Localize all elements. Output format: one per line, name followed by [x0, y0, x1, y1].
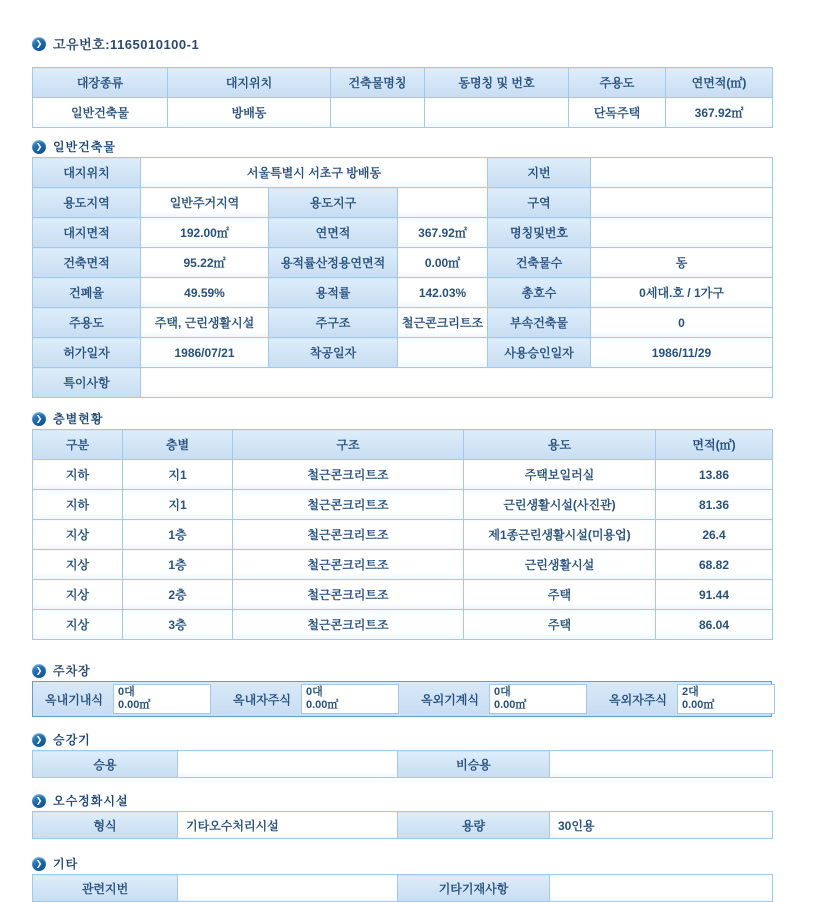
floor-row: [33, 580, 773, 610]
section-bullet-icon[interactable]: ❯: [32, 37, 46, 51]
parking-label: 옥외기계식: [421, 692, 479, 707]
field-label: 형식: [33, 812, 178, 839]
floor-cell: 제1종근린생활시설(미용업): [464, 520, 656, 550]
floor-cell: 81.36: [656, 490, 773, 520]
parking-item: [223, 682, 399, 716]
floor-cell: 26.4: [656, 520, 773, 550]
parking-area: 0.00㎡: [306, 699, 339, 711]
field-value: 192.00㎡: [141, 218, 269, 248]
field-value: [591, 158, 773, 188]
parking-label: 옥외자주식: [609, 692, 667, 707]
section-title: 층별현황: [53, 412, 104, 426]
sewage-table: [32, 811, 773, 839]
floor-cell: 3층: [123, 610, 233, 640]
field-value: 주택, 근린생활시설: [141, 308, 269, 338]
field-label: 총호수: [488, 278, 591, 308]
field-label: 용적률산정용연면적: [269, 248, 398, 278]
field-label: 착공일자: [269, 338, 398, 368]
parking-value: [489, 684, 587, 714]
field-label: 사용승인일자: [488, 338, 591, 368]
field-value: [591, 218, 773, 248]
summary-value: [425, 98, 569, 128]
floor-header: 구조: [233, 430, 464, 460]
table-row: [33, 875, 773, 902]
field-label: 비승용: [398, 751, 550, 778]
table-row: [33, 368, 773, 398]
floor-cell: 13.86: [656, 460, 773, 490]
floor-cell: 지하: [33, 460, 123, 490]
section-bullet-icon[interactable]: ❯: [32, 140, 46, 154]
field-value: 0세대.호 / 1가구: [591, 278, 773, 308]
field-value: 30인용: [550, 812, 773, 839]
parking-item: [411, 682, 587, 716]
section-bullet-icon[interactable]: ❯: [32, 412, 46, 426]
field-value: [550, 875, 773, 902]
floor-cell: 1층: [123, 550, 233, 580]
field-label: 용적률: [269, 278, 398, 308]
field-value: 367.92㎡: [398, 218, 488, 248]
general-building-title-row: [32, 138, 772, 155]
floor-cell: 주택보일러실: [464, 460, 656, 490]
floor-header: 구분: [33, 430, 123, 460]
field-label: 지번: [488, 158, 591, 188]
summary-header-row: [33, 68, 773, 98]
table-row: [33, 278, 773, 308]
field-label: 주구조: [269, 308, 398, 338]
field-value: 기타오수처리시설: [178, 812, 398, 839]
summary-header: 대지위치: [168, 68, 331, 98]
table-row: [33, 248, 773, 278]
section-title: 기타: [53, 857, 79, 871]
field-label: 용도지구: [269, 188, 398, 218]
field-value: [178, 751, 398, 778]
table-row: [33, 188, 773, 218]
parking-value: [113, 684, 211, 714]
field-value: 철근콘크리트조: [398, 308, 488, 338]
field-value: [398, 188, 488, 218]
floor-status-table: [32, 429, 773, 640]
field-value: 95.22㎡: [141, 248, 269, 278]
floor-header: 용도: [464, 430, 656, 460]
parking-item: [35, 682, 211, 716]
table-row: [33, 218, 773, 248]
summary-header: 주용도: [569, 68, 666, 98]
parking-value: [301, 684, 399, 714]
summary-value-row: [33, 98, 773, 128]
field-label: 건축물수: [488, 248, 591, 278]
field-label: 구역: [488, 188, 591, 218]
summary-value: 367.92㎡: [666, 98, 773, 128]
parking-label: 옥내기내식: [45, 692, 103, 707]
floor-cell: 철근콘크리트조: [233, 520, 464, 550]
parking-item: [599, 682, 775, 716]
field-value: [591, 188, 773, 218]
floor-cell: 1층: [123, 520, 233, 550]
field-value: 1986/11/29: [591, 338, 773, 368]
floor-cell: 지하: [33, 490, 123, 520]
summary-value: [331, 98, 425, 128]
floor-cell: 근린생활시설: [464, 550, 656, 580]
field-value: [398, 338, 488, 368]
field-value: [178, 875, 398, 902]
field-label: 용량: [398, 812, 550, 839]
floor-status-title-row: [32, 410, 772, 427]
field-label: 연면적: [269, 218, 398, 248]
elevator-title-row: [32, 731, 772, 748]
parking-count: 0대: [494, 686, 511, 698]
sewage-title-row: [32, 792, 772, 809]
field-label: 특이사항: [33, 368, 141, 398]
field-label: 건축면적: [33, 248, 141, 278]
floor-cell: 86.04: [656, 610, 773, 640]
summary-header: 대장종류: [33, 68, 168, 98]
parking-area: 0.00㎡: [494, 699, 527, 711]
section-bullet-icon[interactable]: ❯: [32, 857, 46, 871]
field-label: 승용: [33, 751, 178, 778]
summary-value: 방배동: [168, 98, 331, 128]
field-value: 142.03%: [398, 278, 488, 308]
field-value: 1986/07/21: [141, 338, 269, 368]
floor-cell: 철근콘크리트조: [233, 550, 464, 580]
parking-count: 2대: [682, 686, 699, 698]
summary-value: 일반건축물: [33, 98, 168, 128]
field-value: 0: [591, 308, 773, 338]
floor-cell: 지상: [33, 610, 123, 640]
field-label: 대지위치: [33, 158, 141, 188]
field-value: 49.59%: [141, 278, 269, 308]
section-bullet-icon[interactable]: ❯: [32, 733, 46, 747]
field-label: 건폐율: [33, 278, 141, 308]
field-label: 대지면적: [33, 218, 141, 248]
floor-row: [33, 490, 773, 520]
floor-cell: 주택: [464, 580, 656, 610]
etc-table: [32, 874, 773, 902]
section-title: 주차장: [53, 664, 91, 678]
etc-title-row: [32, 855, 772, 872]
floor-cell: 철근콘크리트조: [233, 490, 464, 520]
floor-cell: 근린생활시설(사진관): [464, 490, 656, 520]
parking-value: [677, 684, 775, 714]
summary-value: 단독주택: [569, 98, 666, 128]
parking-area: 0.00㎡: [682, 699, 715, 711]
table-row: [33, 308, 773, 338]
floor-cell: 지1: [123, 460, 233, 490]
field-value: 0.00㎡: [398, 248, 488, 278]
section-title: 승강기: [53, 733, 91, 747]
floor-cell: 주택: [464, 610, 656, 640]
field-label: 용도지역: [33, 188, 141, 218]
table-row: [33, 338, 773, 368]
parking-count: 0대: [118, 686, 135, 698]
unique-number-text: 고유번호:1165010100-1: [53, 37, 200, 52]
field-label: 허가일자: [33, 338, 141, 368]
floor-cell: 지상: [33, 580, 123, 610]
field-label: 주용도: [33, 308, 141, 338]
floor-cell: 지상: [33, 550, 123, 580]
field-label: 명칭및번호: [488, 218, 591, 248]
field-label: 기타기재사항: [398, 875, 550, 902]
floor-cell: 2층: [123, 580, 233, 610]
floor-cell: 68.82: [656, 550, 773, 580]
parking-band: [32, 681, 772, 717]
unique-number-row: [32, 34, 772, 53]
parking-label: 옥내자주식: [233, 692, 291, 707]
field-value: 서울특별시 서초구 방배동: [141, 158, 488, 188]
floor-header: 층별: [123, 430, 233, 460]
section-title: 일반건축물: [53, 140, 116, 154]
summary-header: 연면적(㎡): [666, 68, 773, 98]
floor-cell: 철근콘크리트조: [233, 610, 464, 640]
floor-row: [33, 550, 773, 580]
field-label: 부속건축물: [488, 308, 591, 338]
table-row: [33, 158, 773, 188]
field-value: [141, 368, 773, 398]
parking-area: 0.00㎡: [118, 699, 151, 711]
summary-header: 동명칭 및 번호: [425, 68, 569, 98]
floor-cell: 지1: [123, 490, 233, 520]
section-bullet-icon[interactable]: ❯: [32, 664, 46, 678]
summary-header: 건축물명칭: [331, 68, 425, 98]
parking-title-row: [32, 662, 772, 679]
floor-cell: 지상: [33, 520, 123, 550]
floor-header: 면적(㎡): [656, 430, 773, 460]
floor-cell: 91.44: [656, 580, 773, 610]
floor-row: [33, 520, 773, 550]
summary-table: [32, 67, 773, 128]
table-row: [33, 751, 773, 778]
general-building-table: [32, 157, 773, 398]
section-bullet-icon[interactable]: ❯: [32, 794, 46, 808]
elevator-table: [32, 750, 773, 778]
field-value: [550, 751, 773, 778]
field-value: 일반주거지역: [141, 188, 269, 218]
floor-cell: 철근콘크리트조: [233, 580, 464, 610]
floor-row: [33, 460, 773, 490]
field-value: 동: [591, 248, 773, 278]
table-row: [33, 812, 773, 839]
floor-header-row: [33, 430, 773, 460]
floor-row: [33, 610, 773, 640]
floor-cell: 철근콘크리트조: [233, 460, 464, 490]
section-title: 오수정화시설: [53, 794, 129, 808]
field-label: 관련지번: [33, 875, 178, 902]
parking-count: 0대: [306, 686, 323, 698]
